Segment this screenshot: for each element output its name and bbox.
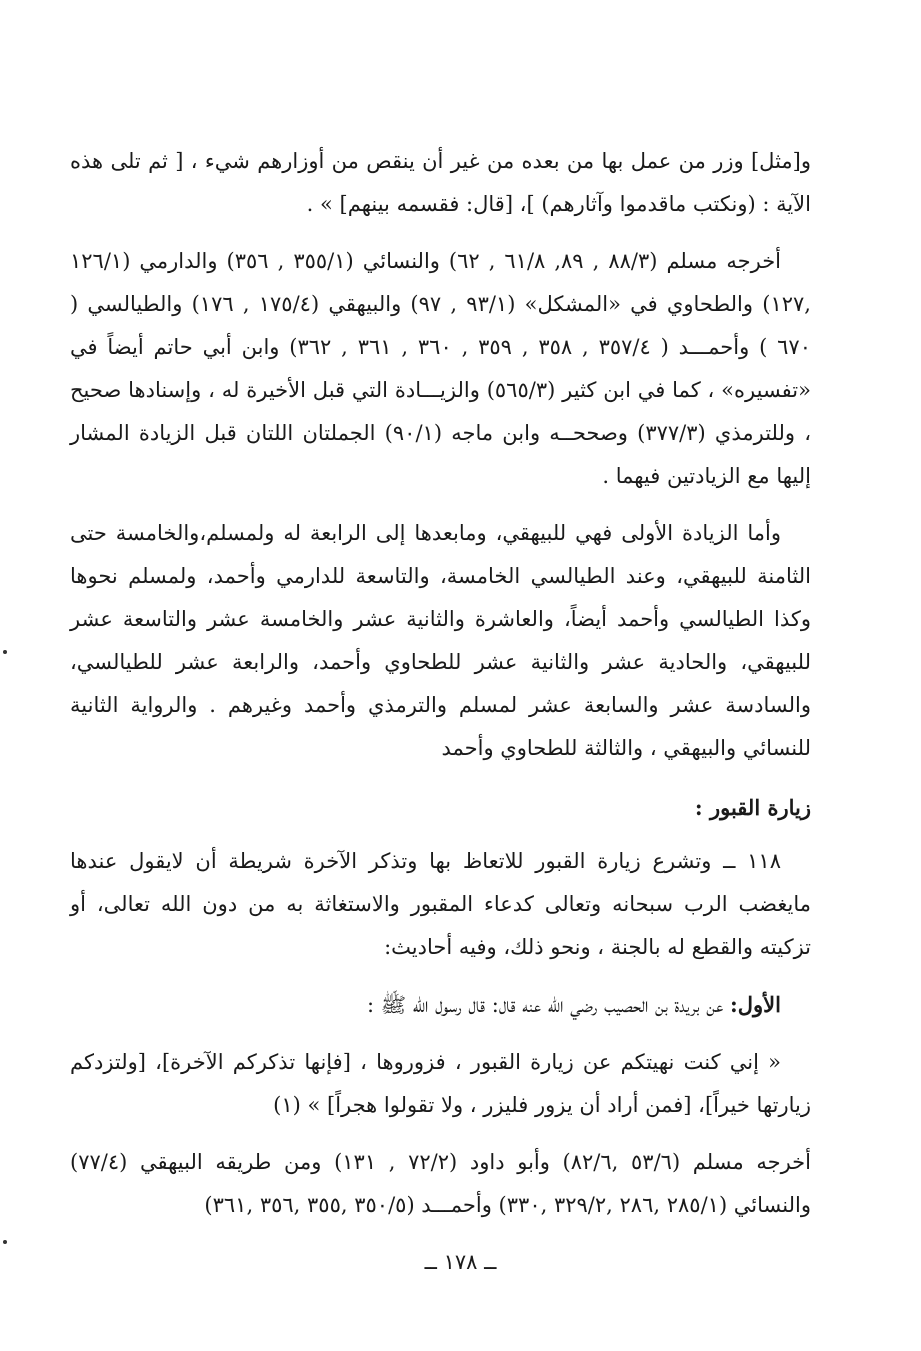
- hadith-first: [70, 983, 811, 1027]
- page-number: ــ ١٧٨ ــ: [424, 1250, 497, 1274]
- section-heading: زيارة القبور :: [694, 795, 811, 820]
- hadith-quote: « إني كنت نهيتكم عن زيارة القبور ، فزوروها ، [فإنها تذكركم الآخرة]، [ولتزدكم زيارتها خيراً]، [فمن أراد أن يزور فليزر ، ولا تقولوا هجراً] » (١): [70, 1050, 811, 1117]
- hadith-lead-label: الأول:: [730, 992, 781, 1017]
- book-page: [70, 140, 811, 1271]
- paragraph-hadith-end: و[مثل] وزر من عمل بها من بعده من غير أن ينقص من أوزارهم شيء ، [ ثم تلى هذه الآية : (ونكتب ماقدموا وآثارهم) ]، [قال: فقسمه بينهم] » .: [70, 149, 811, 216]
- scan-speck: [3, 650, 7, 654]
- scan-speck: [3, 1240, 7, 1244]
- paragraph-takhrij-1: أخرجه مسلم (٨٨/٣ , ٨٩, ٦١/٨ , ٦٢) والنسائي (٣٥٥/١ , ٣٥٦) والدارمي (١٢٦/١ ,١٢٧) والطحاوي في «المشكل» (٩٣/١ , ٩٧) والبيهقي (١٧٥/٤ , ١٧٦) والطيالسي ( ٦٧٠ ) وأحمـــد ( ٣٥٧/٤ , ٣٥٨ , ٣٥٩ , ٣٦٠ , ٣٦١ , ٣٦٢) وابن أبي حاتم أيضاً في «تفسيره» ، كما في ابن كثير (٥٦٥/٣) والزيـــادة التي قبل الأخيرة له ، وإسنادها صحيح ، وللترمذي (٣٧٧/٣) وصححــه وابن ماجه (٩٠/١) الجملتان اللتان قبل الزيادة المشار إليها مع الزيادتين فيهما .: [70, 249, 811, 488]
- paragraph-additions: وأما الزيادة الأولى فهي للبيهقي، ومابعدها إلى الرابعة له ولمسلم،والخامسة حتى الثامنة للبيهقي، وعند الطيالسي الخامسة، والتاسعة للدارمي وأحمد، ولمسلم نحوها وكذا الطيالسي وأحمد أيضاً، والعاشرة والثانية عشر والخامسة عشر والتاسعة عشر للبيهقي، والحادية عشر والثانية عشر للطحاوي وأحمد، والرابعة عشر للطيالسي، والسادسة عشر والسابعة عشر لمسلم والترمذي وأحمد وغيرهم . والرواية الثانية للنسائي والبيهقي ، والثالثة للطحاوي وأحمد: [70, 521, 811, 760]
- paragraph-section-118: ١١٨ ــ وتشرع زيارة القبور للاتعاظ بها وتذكر الآخرة شريطة أن لايقول عندها مايغضب الرب سبحانه وتعالى كدعاء المقبور والاستغاثة به من دون الله تعالى، أو تزكيته والقطع له بالجنة ، ونحو ذلك، وفيه أحاديث:: [70, 849, 811, 959]
- hadith-intro: عن بريدة بن الحصيب رضي الله عنه قال: قال رسول الله ﷺ :: [366, 993, 731, 1017]
- paragraph-takhrij-2: أخرجه مسلم (٥٣/٦ ,٨٢/٦) وأبو داود (٧٢/٢ , ١٣١) ومن طريقه البيهقي (٧٧/٤) والنسائي (٢٨٥/١ ,٢٨٦ ,٣٢٩/٢ ,٣٣٠) وأحمـــد (٣٥٠/٥ ,٣٥٥ ,٣٥٦ ,٣٦١): [70, 1150, 812, 1217]
